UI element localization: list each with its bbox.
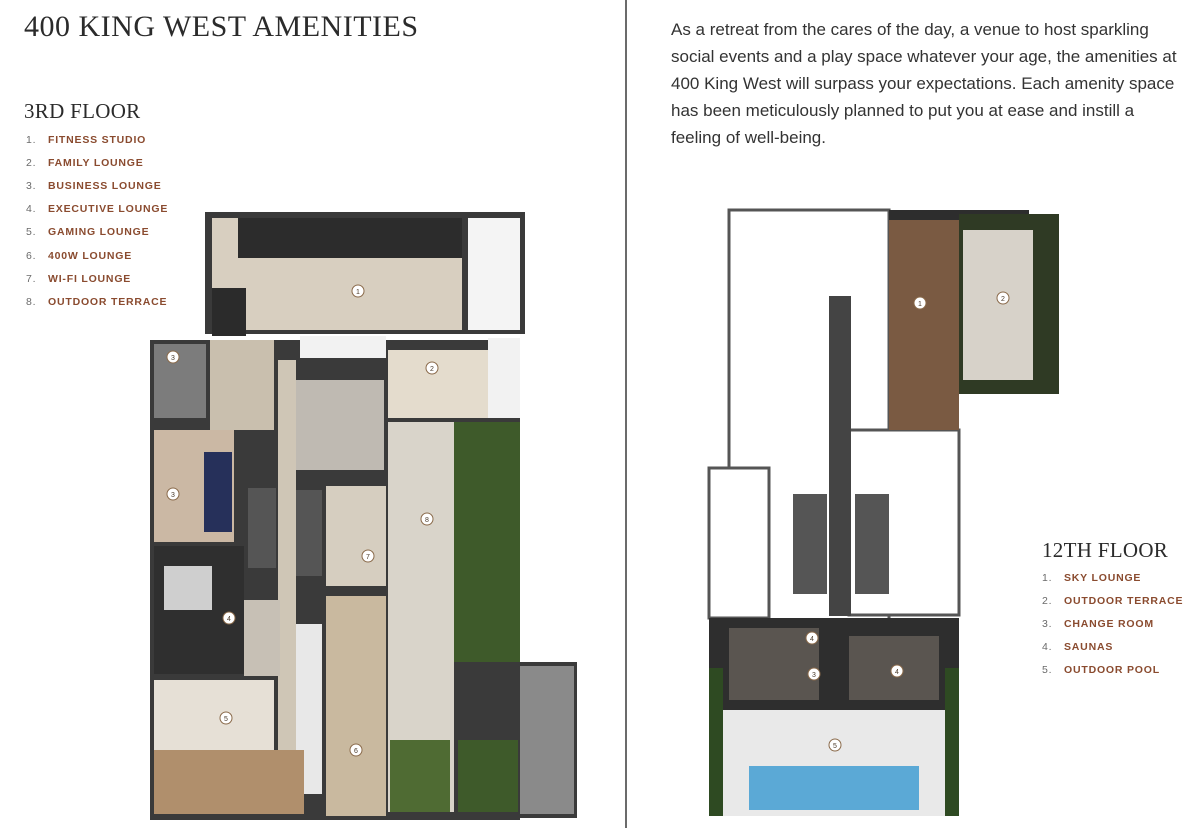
legend-number: 5.	[1042, 664, 1053, 677]
intro-paragraph: As a retreat from the cares of the day, a venue to host sparkling social events and a play space whatever your age, the amenities at 400 King West will surpass your expectations. Each amenity space has been meticulously planned to put you at ease and instill a feeling of well-being.	[671, 20, 1177, 147]
plan-marker-label: 6	[354, 748, 358, 755]
plan-marker-label: 5	[224, 716, 228, 723]
plan-marker-label: 5	[833, 743, 837, 750]
legend-label: CHANGE ROOM	[1064, 617, 1154, 630]
legend-label: OUTDOOR TERRACE	[48, 295, 168, 308]
legend-number: 7.	[26, 272, 37, 285]
plan-marker-label: 1	[918, 301, 922, 308]
plan-marker-label: 3	[171, 355, 175, 362]
floor-heading-3rd: 3RD FLOOR	[24, 99, 141, 123]
legend-label: SAUNAS	[1064, 641, 1114, 654]
legend-number: 2.	[26, 156, 37, 169]
plan-marker-label: 2	[1001, 296, 1005, 303]
legend-number: 1.	[26, 133, 37, 146]
legend-number: 2.	[1042, 594, 1053, 607]
legend-number: 8.	[26, 295, 37, 308]
legend-label: EXECUTIVE LOUNGE	[48, 203, 169, 216]
floor-heading-12th: 12TH FLOOR	[1042, 538, 1169, 562]
plan-marker-label: 4	[227, 616, 231, 623]
plan-marker-label: 7	[366, 554, 370, 561]
legend-label: BUSINESS LOUNGE	[48, 179, 162, 192]
legend-label: GAMING LOUNGE	[48, 226, 150, 239]
floor-plan-12th	[627, 0, 1200, 828]
plan-marker-label: 2	[430, 366, 434, 373]
plan-marker-label: 4	[810, 636, 814, 643]
page-title: 400 KING WEST AMENITIES	[24, 10, 419, 43]
legend-number: 5.	[26, 226, 37, 239]
legend-label: 400W LOUNGE	[48, 249, 133, 262]
legend-label: OUTDOOR TERRACE	[1064, 594, 1184, 607]
legend-number: 1.	[1042, 571, 1053, 584]
legend-label: OUTDOOR POOL	[1064, 664, 1160, 677]
legend-label: WI-FI LOUNGE	[48, 272, 132, 285]
legend-label: FAMILY LOUNGE	[48, 156, 144, 169]
legend-number: 4.	[1042, 641, 1053, 654]
legend-number: 6.	[26, 249, 37, 262]
plan-marker-label: 3	[171, 492, 175, 499]
plan-marker-label: 3	[812, 672, 816, 679]
plan-marker-label: 1	[356, 289, 360, 296]
legend-number: 3.	[1042, 617, 1053, 630]
right-page	[627, 0, 1200, 828]
plan-marker-label: 8	[425, 517, 429, 524]
legend-number: 4.	[26, 203, 37, 216]
plan-marker-label: 4	[895, 669, 899, 676]
legend-label: SKY LOUNGE	[1064, 571, 1142, 584]
legend-label: FITNESS STUDIO	[48, 133, 147, 146]
legend-number: 3.	[26, 179, 37, 192]
